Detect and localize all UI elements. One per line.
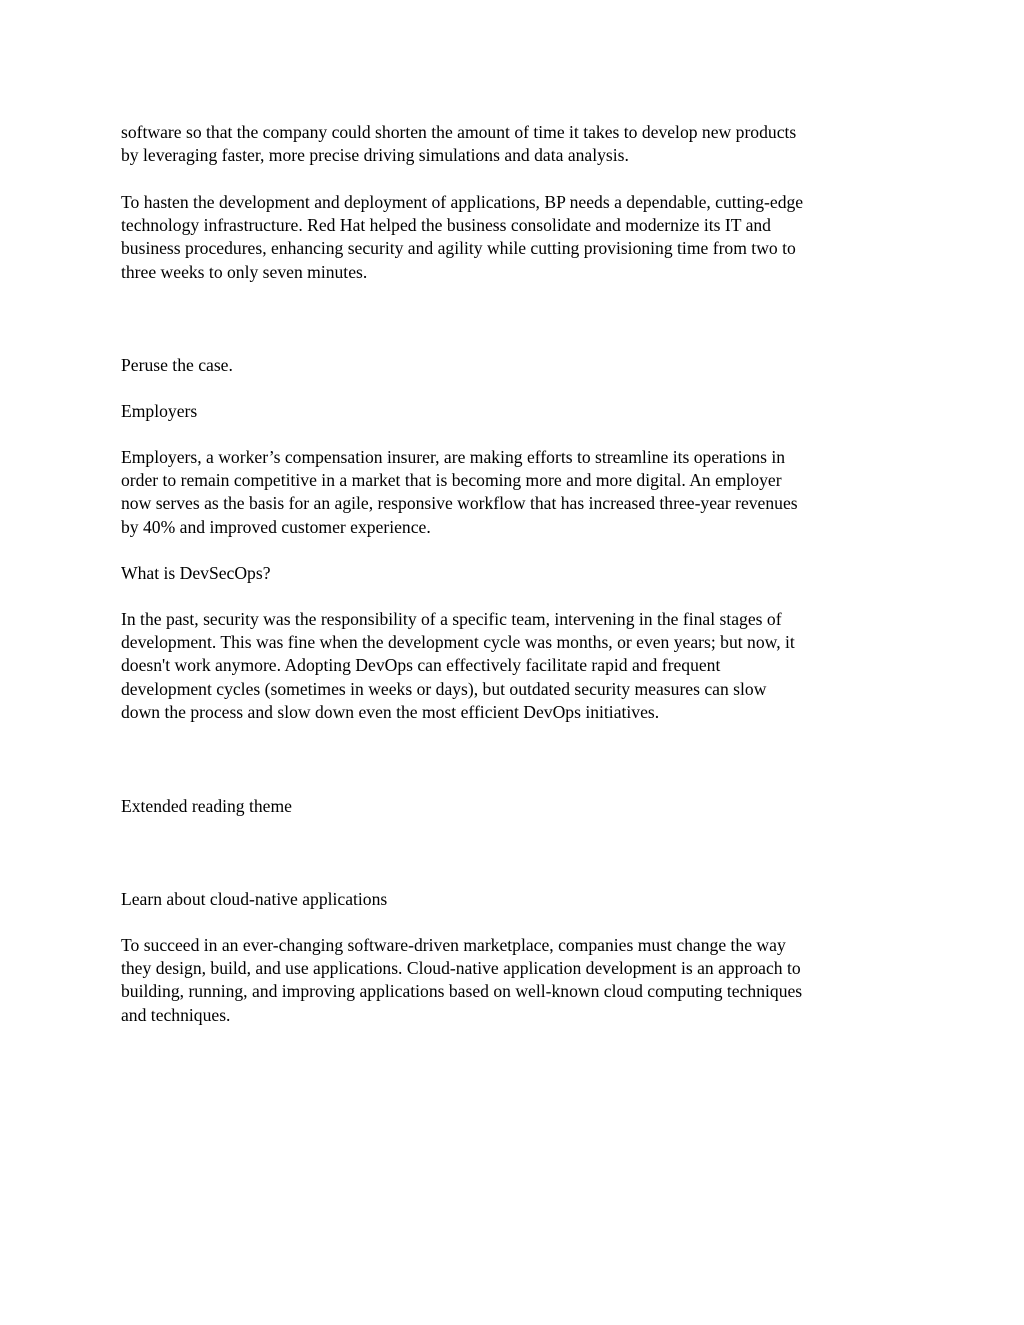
text-line: now serves as the basis for an agile, responsive workflow that has increased three-year revenues bbox=[121, 493, 798, 514]
paragraph-cloud-native bbox=[121, 934, 911, 1027]
text-line: three weeks to only seven minutes. bbox=[121, 261, 368, 282]
text-line: business procedures, enhancing security and agility while cutting provisioning time from two to bbox=[121, 238, 796, 259]
text-line: Extended reading theme bbox=[121, 796, 292, 816]
text-line: Employers bbox=[121, 401, 198, 421]
text-line: To succeed in an ever-changing software-driven marketplace, companies must change the way bbox=[121, 935, 786, 955]
text-line: Learn about cloud-native applications bbox=[121, 889, 388, 909]
text-line: To hasten the development and deployment of applications, BP needs a dependable, cutting-edge bbox=[121, 192, 804, 212]
heading-cloud-native bbox=[121, 888, 911, 911]
text-line: Employers, a worker’s compensation insurer, are making efforts to streamline its operations in bbox=[121, 447, 786, 467]
text-line: software so that the company could shorten the amount of time it takes to develop new products bbox=[121, 122, 797, 142]
text-line: they design, build, and use applications. Cloud-native application development is an approach to bbox=[121, 958, 801, 979]
heading-devsecops bbox=[121, 562, 911, 585]
heading-extended-reading bbox=[121, 795, 911, 818]
text-line: In the past, security was the responsibility of a specific team, intervening in the final stages of bbox=[121, 609, 782, 629]
paragraph-product-development bbox=[121, 121, 911, 167]
text-line: development. This was fine when the development cycle was months, or even years; but now, it bbox=[121, 632, 795, 653]
text-line: Peruse the case. bbox=[121, 355, 233, 375]
paragraph-employers-case bbox=[121, 446, 911, 539]
paragraph-bp-infrastructure bbox=[121, 191, 911, 284]
text-line: building, running, and improving applications based on well-known cloud computing techniques bbox=[121, 981, 803, 1002]
paragraph-peruse-case bbox=[121, 354, 911, 377]
text-line: down the process and slow down even the most efficient DevOps initiatives. bbox=[121, 701, 660, 722]
text-line: development cycles (sometimes in weeks or days), but outdated security measures can slow bbox=[121, 678, 767, 699]
paragraph-devsecops bbox=[121, 608, 911, 724]
text-line: technology infrastructure. Red Hat helped the business consolidate and modernize its IT and bbox=[121, 215, 771, 236]
text-line: doesn't work anymore. Adopting DevOps can effectively facilitate rapid and frequent bbox=[121, 655, 721, 676]
text-line: What is DevSecOps? bbox=[121, 563, 271, 583]
heading-employers bbox=[121, 400, 911, 423]
text-line: and techniques. bbox=[121, 1004, 231, 1025]
text-line: by 40% and improved customer experience. bbox=[121, 516, 431, 537]
text-line: order to remain competitive in a market that is becoming more and more digital. An employer bbox=[121, 470, 782, 491]
text-line: by leveraging faster, more precise driving simulations and data analysis. bbox=[121, 145, 629, 166]
